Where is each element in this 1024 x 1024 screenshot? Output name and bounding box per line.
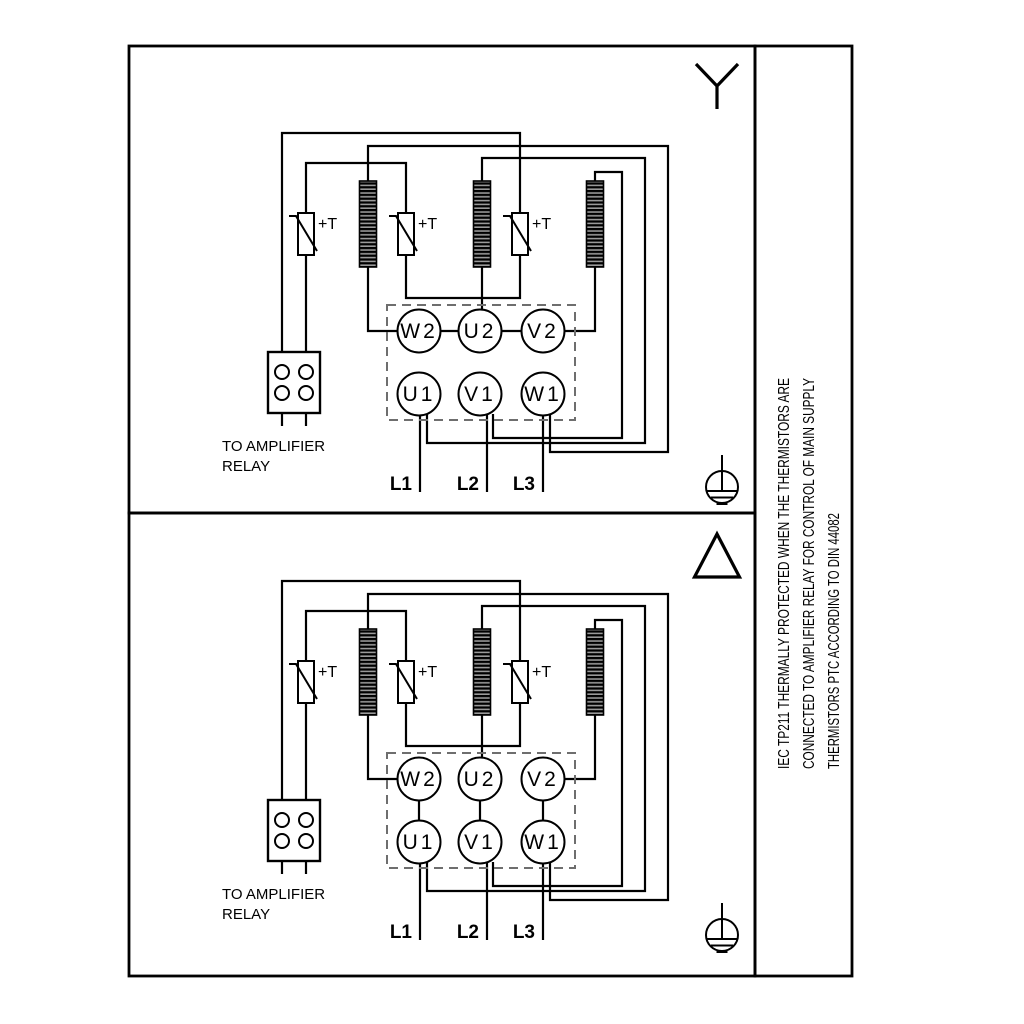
thermistor-label-1: +T xyxy=(318,664,338,681)
thermistor-label-3: +T xyxy=(532,664,552,681)
terminal-label-V2: V2 xyxy=(527,320,559,343)
thermistor-label-2: +T xyxy=(418,664,438,681)
terminal-label-V2: V2 xyxy=(527,768,559,791)
terminal-label-U2: U2 xyxy=(463,768,497,791)
terminal-label-U1: U1 xyxy=(402,831,436,854)
panel-star-labels xyxy=(222,216,562,495)
supply-label-L2: L2 xyxy=(456,474,479,495)
note-column xyxy=(755,46,852,976)
terminal-label-U2: U2 xyxy=(463,320,497,343)
note-line-1: IEC TP211 THERMALLY PROTECTED WHEN THE THERMISTORS ARE xyxy=(776,260,793,769)
terminal-label-U1: U1 xyxy=(402,383,436,406)
supply-label-L2: L2 xyxy=(456,922,479,943)
supply-label-L3: L3 xyxy=(512,922,535,943)
relay-caption-line1: TO AMPLIFIER xyxy=(222,438,326,455)
terminal-label-W1: W1 xyxy=(524,383,562,406)
relay-caption-line1: TO AMPLIFIER xyxy=(222,886,326,903)
relay-caption-line2: RELAY xyxy=(222,906,271,923)
supply-label-L1: L1 xyxy=(389,474,412,495)
thermistor-label-2: +T xyxy=(418,216,438,233)
delta-symbol-icon xyxy=(695,534,740,577)
panel-delta-labels xyxy=(222,664,562,943)
note-line-3: THERMISTORS PTC ACCORDING TO DIN 44082 xyxy=(826,419,843,769)
thermistor-label-1: +T xyxy=(318,216,338,233)
panel-delta xyxy=(129,513,755,976)
supply-label-L3: L3 xyxy=(512,474,535,495)
panel-star xyxy=(129,46,755,513)
terminal-label-W2: W2 xyxy=(400,768,438,791)
terminal-label-W2: W2 xyxy=(400,320,438,343)
terminal-label-V1: V1 xyxy=(464,383,496,406)
delta-links xyxy=(419,801,543,821)
note-line-2: CONNECTED TO AMPLIFIER RELAY FOR CONTROL OF MAIN SUPPLY xyxy=(801,256,818,769)
terminal-label-W1: W1 xyxy=(524,831,562,854)
supply-label-L1: L1 xyxy=(389,922,412,943)
terminal-label-V1: V1 xyxy=(464,831,496,854)
thermistor-label-3: +T xyxy=(532,216,552,233)
star-symbol-icon xyxy=(696,64,738,109)
relay-caption-line2: RELAY xyxy=(222,458,271,475)
